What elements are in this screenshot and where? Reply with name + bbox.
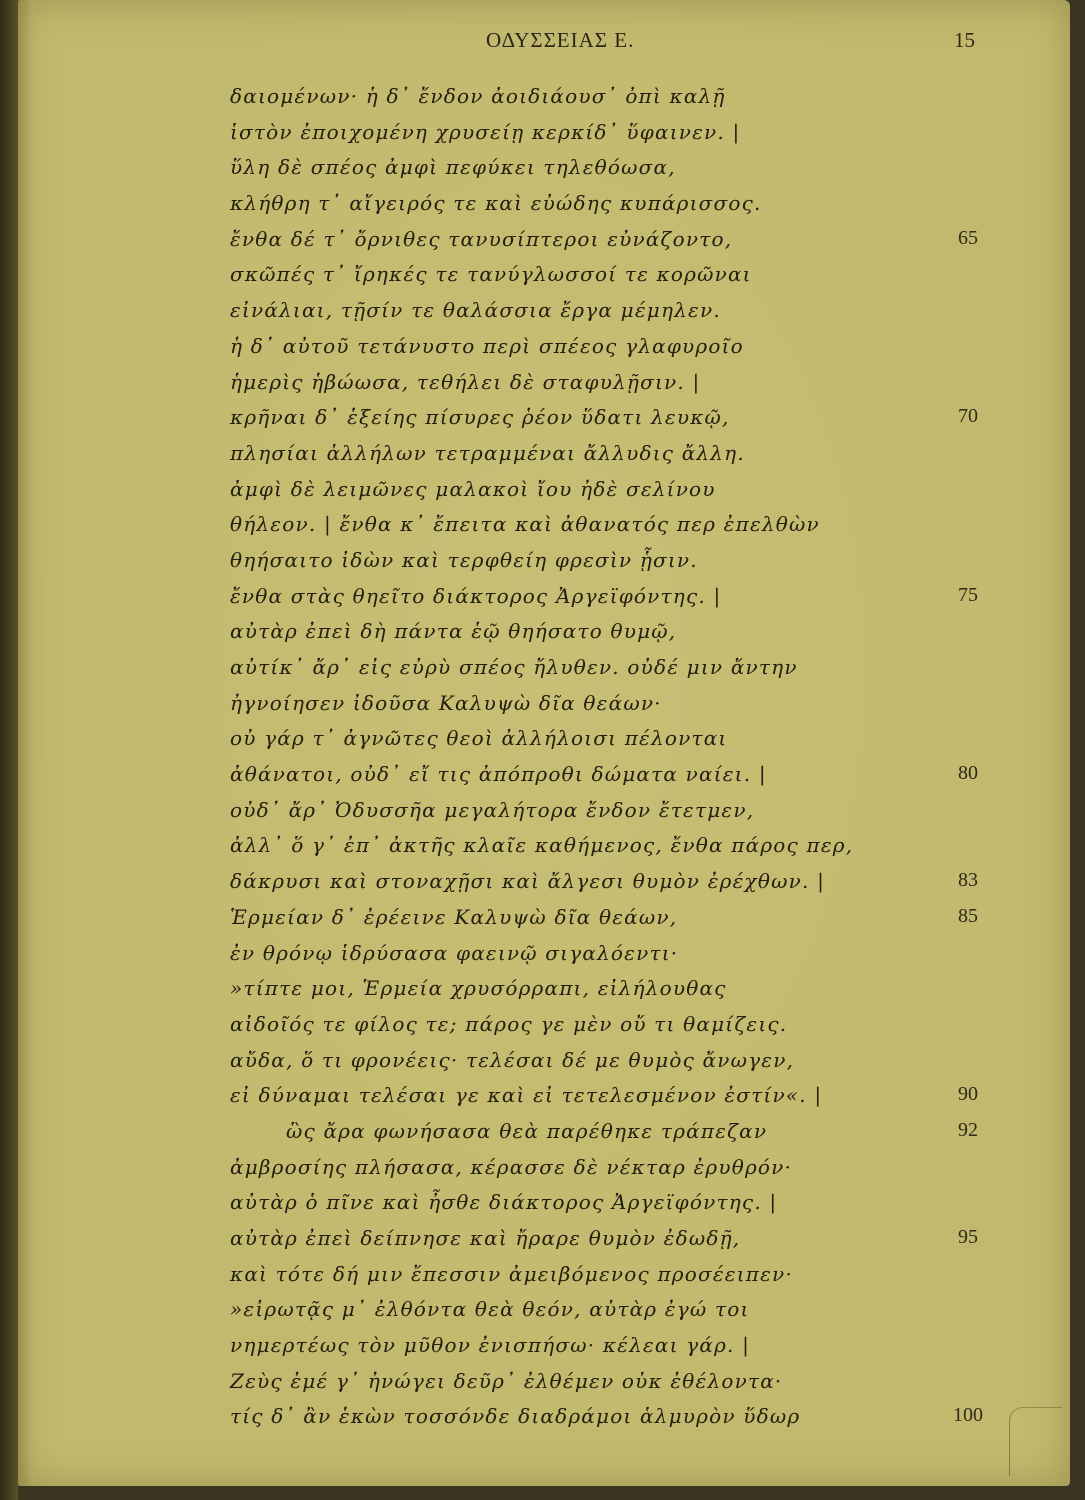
verse-number: 70 xyxy=(958,405,978,428)
verse-text: θηήσαιτο ἰδὼν καὶ τερφθείη φρεσὶν ᾗσιν. xyxy=(230,547,698,572)
verse-line xyxy=(18,1155,1070,1191)
page-number: 15 xyxy=(954,28,975,52)
verse-text: κρῆναι δ᾽ ἑξείης πίσυρες ῥέον ὕδατι λευκῷ, xyxy=(230,405,730,430)
verse-line xyxy=(18,1404,1070,1440)
verse-number: 65 xyxy=(958,226,978,249)
verse-text: »τίπτε μοι, Ἑρμεία χρυσόρραπι, εἰλήλουθας xyxy=(230,976,727,1001)
verse-line xyxy=(18,1369,1070,1405)
verse-number: 85 xyxy=(958,904,978,927)
verse-text: ἀλλ᾽ ὅ γ᾽ ἐπ᾽ ἀκτῆς κλαῖε καθήμενος, ἔνθα πάρος περ, xyxy=(230,833,854,858)
verse-text: δαιομένων· ἡ δ᾽ ἔνδον ἀοιδιάουσ᾽ ὀπὶ καλῇ xyxy=(230,84,726,108)
verse-number: 83 xyxy=(958,869,978,892)
verse-text: ὣς ἄρα φωνήσασα θεὰ παρέθηκε τράπεζαν xyxy=(286,1118,768,1143)
verse-text: Ἑρμείαν δ᾽ ἐρέεινε Καλυψὼ δῖα θεάων, xyxy=(230,904,678,929)
verse-line xyxy=(18,726,1070,762)
verse-line xyxy=(18,262,1070,298)
verse-line xyxy=(18,905,1070,941)
verse-line xyxy=(18,1190,1070,1226)
verse-number: 75 xyxy=(958,583,978,606)
verse-line xyxy=(18,798,1070,834)
verse-text: ἔνθα δέ τ᾽ ὄρνιθες τανυσίπτεροι εὐνάζοντο, xyxy=(230,226,733,251)
verse-text: οὐδ᾽ ἄρ᾽ Ὀδυσσῆα μεγαλήτορα ἔνδον ἔτετμεν, xyxy=(230,797,755,822)
verse-line xyxy=(18,120,1070,156)
verse-line xyxy=(18,1083,1070,1119)
verse-text: ἠγνοίησεν ἰδοῦσα Καλυψὼ δῖα θεάων· xyxy=(230,690,662,715)
verse-text: θήλεον. | ἔνθα κ᾽ ἔπειτα καὶ ἀθανατός περ ἐπελθὼν xyxy=(230,512,820,537)
verse-line xyxy=(18,548,1070,584)
verse-text: τίς δ᾽ ἂν ἑκὼν τοσσόνδε διαδράμοι ἁλμυρὸν ὕδωρ xyxy=(230,1404,801,1429)
verse-number: 100 xyxy=(953,1404,983,1427)
verse-line xyxy=(18,1297,1070,1333)
verse-text: εἰ δύναμαι τελέσαι γε καὶ εἰ τετελεσμένον ἐστίν«. | xyxy=(230,1083,823,1108)
verse-text: οὐ γάρ τ᾽ ἀγνῶτες θεοὶ ἀλλήλοισι πέλονται xyxy=(230,726,728,751)
verse-text: ἡ δ᾽ αὐτοῦ τετάνυστο περὶ σπέεος γλαφυροῖο xyxy=(230,333,744,358)
verse-text: σκῶπές τ᾽ ἴρηκές τε τανύγλωσσοί τε κορῶναι xyxy=(230,262,752,287)
verse-text: »εἰρωτᾷς μ᾽ ἐλθόντα θεὰ θεόν, αὐτὰρ ἐγώ τοι xyxy=(230,1297,750,1322)
verse-number: 90 xyxy=(958,1083,978,1106)
verse-line xyxy=(18,1048,1070,1084)
page-corner-mark xyxy=(1009,1407,1062,1476)
book-spine-edge xyxy=(0,0,18,1500)
verse-text: αὐτὰρ ἐπεὶ δὴ πάντα ἑῷ θηήσατο θυμῷ, xyxy=(230,619,677,644)
verse-text: ὕλη δὲ σπέος ἀμφὶ πεφύκει τηλεθόωσα, xyxy=(230,155,676,180)
verse-text: ἀθάνατοι, οὐδ᾽ εἴ τις ἀπόπροθι δώματα ναίει. | xyxy=(230,762,767,787)
verse-text: αὐτίκ᾽ ἄρ᾽ εἰς εὐρὺ σπέος ἤλυθεν. οὐδέ μιν ἄντην xyxy=(230,655,798,679)
verse-line xyxy=(18,655,1070,691)
verse-number: 95 xyxy=(958,1226,978,1248)
running-title: ΟΔΥΣΣΕΙΑΣ Ε. xyxy=(486,28,635,52)
book-page xyxy=(18,0,1070,1486)
verse-line xyxy=(18,1226,1070,1262)
page-header xyxy=(18,28,1070,58)
verse-line xyxy=(18,227,1070,263)
verse-line xyxy=(18,762,1070,798)
verse-line xyxy=(18,441,1070,477)
verse-text: δάκρυσι καὶ στοναχῇσι καὶ ἄλγεσι θυμὸν ἐρέχθων. | xyxy=(230,869,826,894)
verse-line xyxy=(18,191,1070,227)
verse-text: ἡμερὶς ἡβώωσα, τεθήλει δὲ σταφυλῇσιν. | xyxy=(230,369,701,394)
verse-text: ἱστὸν ἐποιχομένη χρυσείῃ κερκίδ᾽ ὕφαινεν. | xyxy=(230,119,741,144)
verse-text: αὔδα, ὅ τι φρονέεις· τελέσαι δέ με θυμὸς ἄνωγεν, xyxy=(230,1047,795,1072)
verse-text: πλησίαι ἀλλήλων τετραμμέναι ἄλλυδις ἄλλη. xyxy=(230,440,745,465)
verse-text: νημερτέως τὸν μῦθον ἐνισπήσω· κέλεαι γάρ. | xyxy=(230,1333,751,1358)
verse-line xyxy=(18,155,1070,191)
verse-line xyxy=(18,691,1070,727)
verse-line xyxy=(18,619,1070,655)
verse-text: εἰνάλιαι, τῇσίν τε θαλάσσια ἔργα μέμηλεν. xyxy=(230,298,721,323)
verse-list xyxy=(18,84,1070,1440)
verse-line xyxy=(18,370,1070,406)
verse-line xyxy=(18,1333,1070,1369)
verse-line xyxy=(18,869,1070,905)
verse-line xyxy=(18,334,1070,370)
verse-line xyxy=(18,405,1070,441)
verse-text: ἀμβροσίης πλήσασα, κέρασσε δὲ νέκταρ ἐρυθρόν· xyxy=(230,1154,793,1179)
verse-line xyxy=(18,1262,1070,1298)
verse-text: ἀμφὶ δὲ λειμῶνες μαλακοὶ ἴου ἠδὲ σελίνου xyxy=(230,476,716,501)
verse-line xyxy=(18,1119,1070,1155)
verse-text: καὶ τότε δή μιν ἔπεσσιν ἀμειβόμενος προσέειπεν· xyxy=(230,1261,793,1286)
verse-line xyxy=(18,976,1070,1012)
verse-number: 80 xyxy=(958,762,978,785)
verse-line xyxy=(18,833,1070,869)
verse-line xyxy=(18,941,1070,977)
verse-text: αὐτὰρ ἐπεὶ δείπνησε καὶ ἤραρε θυμὸν ἐδωδῇ, xyxy=(230,1226,741,1250)
verse-text: αἰδοῖός τε φίλος τε; πάρος γε μὲν οὔ τι θαμίζεις. xyxy=(230,1011,788,1036)
verse-line xyxy=(18,1012,1070,1048)
verse-text: Ζεὺς ἐμέ γ᾽ ἠνώγει δεῦρ᾽ ἐλθέμεν οὐκ ἐθέλοντα· xyxy=(230,1368,783,1393)
verse-line xyxy=(18,584,1070,620)
verse-line xyxy=(18,298,1070,334)
verse-number: 92 xyxy=(958,1118,978,1141)
verse-text: ἐν θρόνῳ ἱδρύσασα φαεινῷ σιγαλόεντι· xyxy=(230,940,679,965)
verse-line xyxy=(18,477,1070,513)
verse-text: αὐτὰρ ὁ πῖνε καὶ ἦσθε διάκτορος Ἀργεϊφόντης. | xyxy=(230,1190,778,1215)
verse-text: ἔνθα στὰς θηεῖτο διάκτορος Ἀργεϊφόντης. | xyxy=(230,583,722,608)
verse-text: κλήθρη τ᾽ αἴγειρός τε καὶ εὐώδης κυπάρισσος. xyxy=(230,191,762,216)
verse-line xyxy=(18,84,1070,120)
verse-line xyxy=(18,512,1070,548)
